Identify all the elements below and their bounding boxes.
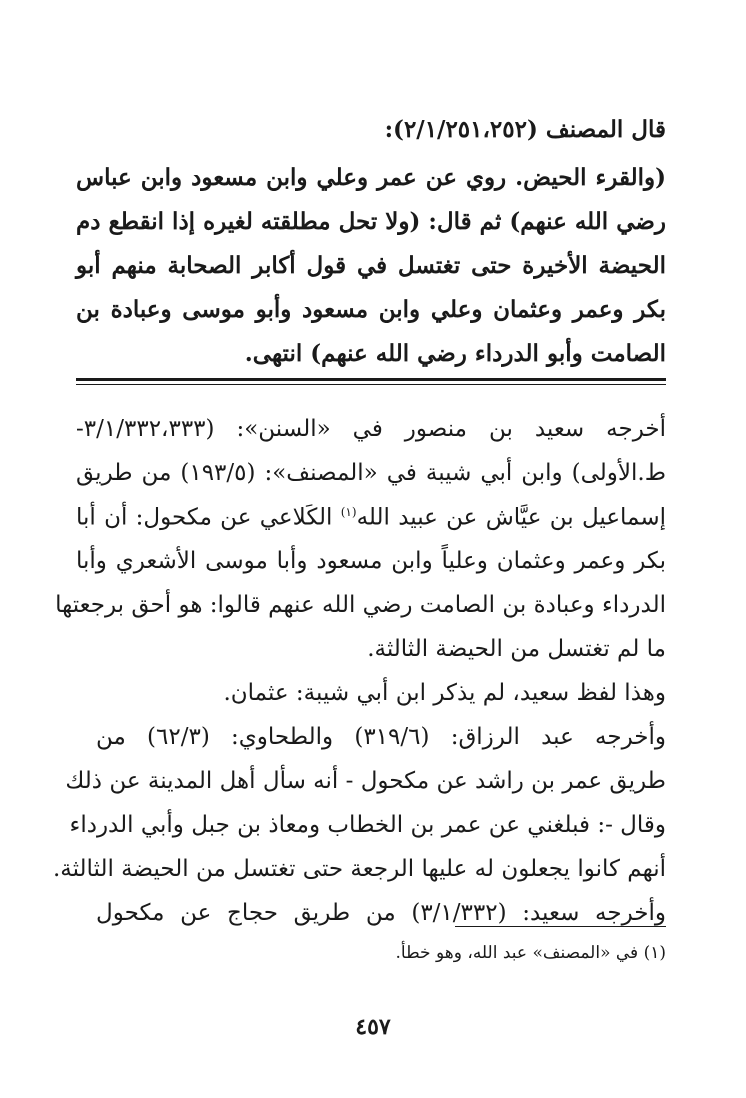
quote-line-2: رضي الله عنهم) ثم قال: (ولا تحل مطلقته لغيره إذا انقطع دم xyxy=(76,208,666,235)
body-line-2: ط.الأولى) وابن أبي شيبة في «المصنف»: (١٩٣/٥) من طريق xyxy=(76,460,666,486)
section-heading: قال المصنف (٢/١/٢٥١،٢٥٢): xyxy=(384,116,666,143)
body-line-5: الدرداء وعبادة بن الصامت رضي الله عنهم قالوا: هو أحق برجعتها xyxy=(55,592,666,618)
footnote-rule xyxy=(455,926,666,927)
body-line-3 xyxy=(76,506,666,530)
body-line-6: ما لم تغتسل من الحيضة الثالثة. xyxy=(367,636,666,662)
body-line-3-text: إسماعيل بن عيَّاش عن عبيد الله xyxy=(356,504,667,531)
quote-line-3: الحيضة الأخيرة حتى تغتسل في قول أكابر الصحابة منهم أبو xyxy=(76,252,666,279)
section-divider-thin xyxy=(76,384,666,385)
body-line-10: وقال -: فبلغني عن عمر بن الخطاب ومعاذ بن جبل وأبي الدرداء xyxy=(69,812,666,838)
body-line-12: وأخرجه سعيد: (٣/١/٣٣٢) من طريق حجاج عن مكحول xyxy=(96,900,666,926)
quote-line-4: بكر وعمر وعثمان وعلي وابن مسعود وأبو موسى وعبادة بن xyxy=(76,296,666,323)
body-line-8: وأخرجه عبد الرزاق: (٣١٩/٦) والطحاوي: (٦٢/٣) من xyxy=(96,724,667,750)
body-line-11: أنهم كانوا يجعلون له عليها الرجعة حتى تغتسل من الحيضة الثالثة. xyxy=(52,856,666,882)
section-divider-thick xyxy=(76,378,666,381)
quote-line-1: (والقرء الحيض. روي عن عمر وعلي وابن مسعود وابن عباس xyxy=(76,164,666,191)
quote-line-5: الصامت وأبو الدرداء رضي الله عنهم) انتهى. xyxy=(244,340,666,367)
body-line-1: أخرجه سعيد بن منصور في «السنن»: (٣/١/٣٣٢،٣٣٣- xyxy=(76,416,666,442)
body-line-9: طريق عمر بن راشد عن مكحول - أنه سأل أهل المدينة عن ذلك xyxy=(65,768,666,794)
body-line-4: بكر وعمر وعثمان وعلياً وابن مسعود وأبا موسى الأشعري وأبا xyxy=(76,548,666,574)
page-number: ٤٥٧ xyxy=(355,1014,391,1040)
body-line-7: وهذا لفظ سعيد، لم يذكر ابن أبي شيبة: عثمان. xyxy=(223,680,666,706)
footnote: (١) في «المصنف» عبد الله، وهو خطأ. xyxy=(395,943,666,963)
body-line-3-tail: الكَلاعي عن مكحول: أن أبا xyxy=(76,504,341,531)
footnote-marker: (١) xyxy=(340,505,357,519)
